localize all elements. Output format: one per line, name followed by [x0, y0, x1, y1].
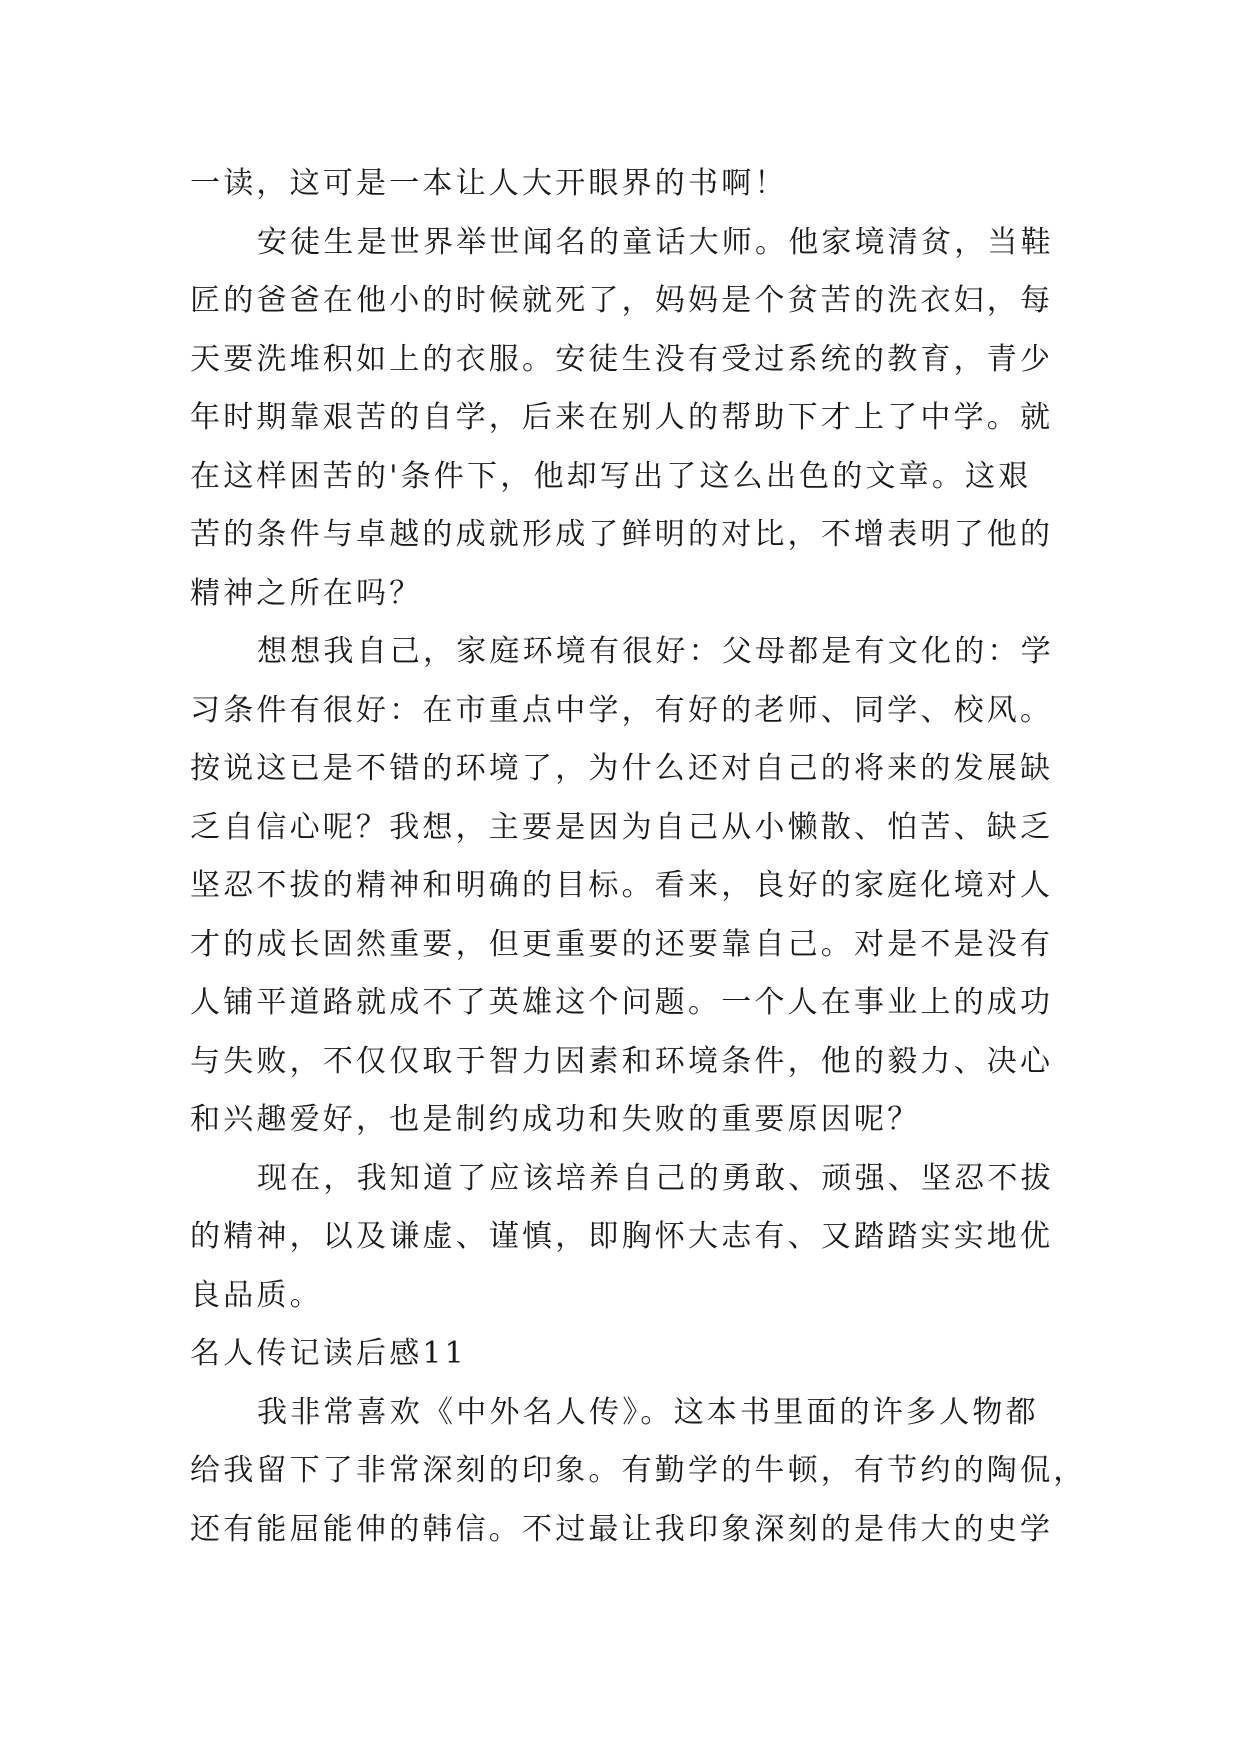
text-line: 在这样困苦的'条件下，他却写出了这么出色的文章。这艰	[190, 458, 1032, 494]
text-line: 与失败，不仅仅取于智力因素和环境条件，他的毅力、决心	[190, 1043, 1054, 1079]
text-line: 和兴趣爱好，也是制约成功和失败的重要原因呢？	[190, 1102, 921, 1137]
text-line: 才的成长固然重要，但更重要的还要靠自己。对是不是没有	[190, 926, 1054, 962]
text-line: 良品质。	[190, 1277, 323, 1313]
text-line: 人铺平道路就成不了英雄这个问题。一个人在事业上的成功	[190, 985, 1054, 1020]
text-line: 按说这已是不错的环境了，为什么还对自己的将来的发展缺	[190, 751, 1054, 786]
text-line: 一读，这可是一本让人大开眼界的书啊！	[190, 166, 788, 201]
text-line: 苦的条件与卓越的成就形成了鲜明的对比，不增表明了他的	[190, 517, 1054, 552]
section-heading: 名人传记读后感11	[190, 1336, 467, 1371]
paragraph-start-line: 想想我自己，家庭环境有很好：父母都是有文化的：学	[257, 634, 1054, 669]
text-line: 精神之所在吗？	[190, 575, 423, 611]
text-line: 匠的爸爸在他小的时候就死了，妈妈是个贫苦的洗衣妇，每	[190, 283, 1054, 318]
paragraph-start-line: 安徒生是世界举世闻名的童话大师。他家境清贫，当鞋	[257, 224, 1054, 260]
text-line: 坚忍不拔的精神和明确的目标。看来，良好的家庭化境对人	[190, 868, 1054, 903]
text-line: 年时期靠艰苦的自学，后来在别人的帮助下才上了中学。就	[190, 400, 1054, 435]
text-line: 给我留下了非常深刻的印象。有勤学的牛顿，有节约的陶侃，	[190, 1453, 1087, 1488]
text-line: 习条件有很好：在市重点中学，有好的老师、同学、校风。	[190, 692, 1054, 728]
text-line: 的精神，以及谦虚、谨慎，即胸怀大志有、又踏踏实实地优	[190, 1219, 1054, 1254]
paragraph-start-line: 我非常喜欢《中外名人传》。这本书里面的许多人物都	[257, 1394, 1039, 1430]
text-line: 乏自信心呢？我想，主要是因为自己从小懒散、怕苦、缺乏	[190, 809, 1054, 845]
text-line: 还有能屈能伸的韩信。不过最让我印象深刻的是伟大的史学	[190, 1511, 1054, 1547]
document-body	[190, 155, 1087, 1559]
paragraph-start-line: 现在，我知道了应该培养自己的勇敢、顽强、坚忍不拔	[257, 1160, 1054, 1196]
text-line: 天要洗堆积如上的衣服。安徒生没有受过系统的教育，青少	[190, 341, 1054, 377]
